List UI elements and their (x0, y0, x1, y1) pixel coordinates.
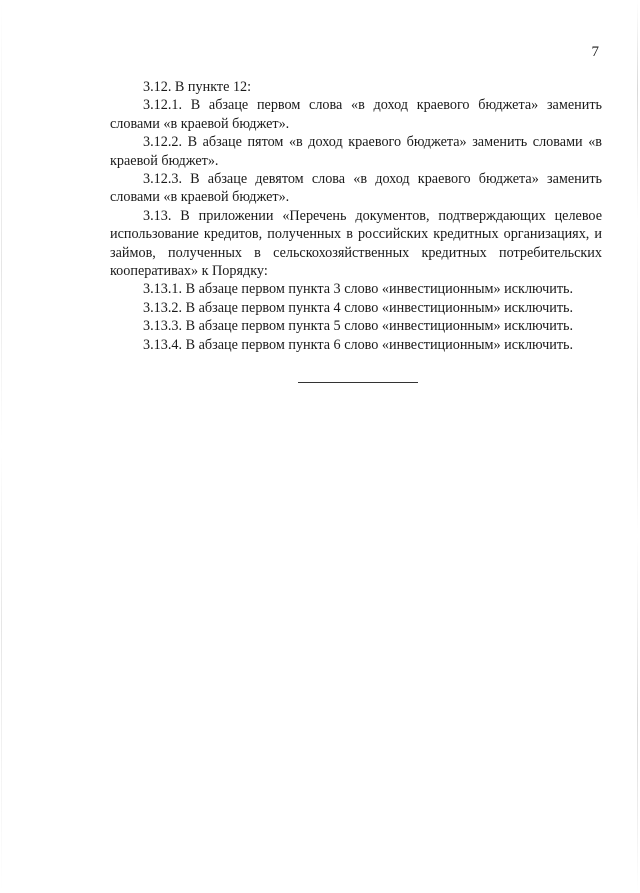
paragraph-3-13-1: 3.13.1. В абзаце первом пункта 3 слово «инвестиционным» исключить. (143, 281, 574, 298)
paragraph-3-13-2: 3.13.2. В абзаце первом пункта 4 слово «инвестиционным» исключить. (143, 299, 574, 316)
document-body (110, 78, 602, 354)
paragraph-3-12-3: 3.12.3. В абзаце девятом слова «в доход краевого бюджета» заменить словами «в краевой бюджет». (110, 171, 602, 206)
end-of-document-rule (298, 382, 418, 383)
paragraph-3-13: 3.13. В приложении «Перечень документов, подтверждающих целевое использование кредитов, полученных в российских кредитных организациях, и займов, полученных в сельскохозяйственных кредитных потребительских кооперативах» к Порядку: (110, 207, 602, 280)
paragraph-3-13-3: 3.13.3. В абзаце первом пункта 5 слово «инвестиционным» исключить. (143, 318, 574, 335)
paragraph-3-12: 3.12. В пункте 12: (143, 79, 252, 95)
paragraph-3-13-4: 3.13.4. В абзаце первом пункта 6 слово «инвестиционным» исключить. (143, 336, 574, 353)
paragraph-3-12-2: 3.12.2. В абзаце пятом «в доход краевого бюджета» заменить словами «в краевой бюджет». (110, 134, 602, 169)
page-number: 7 (591, 44, 599, 60)
paragraph-3-12-1: 3.12.1. В абзаце первом слова «в доход краевого бюджета» заменить словами «в краевой бюджет». (110, 97, 602, 132)
scan-edge-left (1, 0, 2, 893)
scan-edge-right (637, 0, 638, 893)
